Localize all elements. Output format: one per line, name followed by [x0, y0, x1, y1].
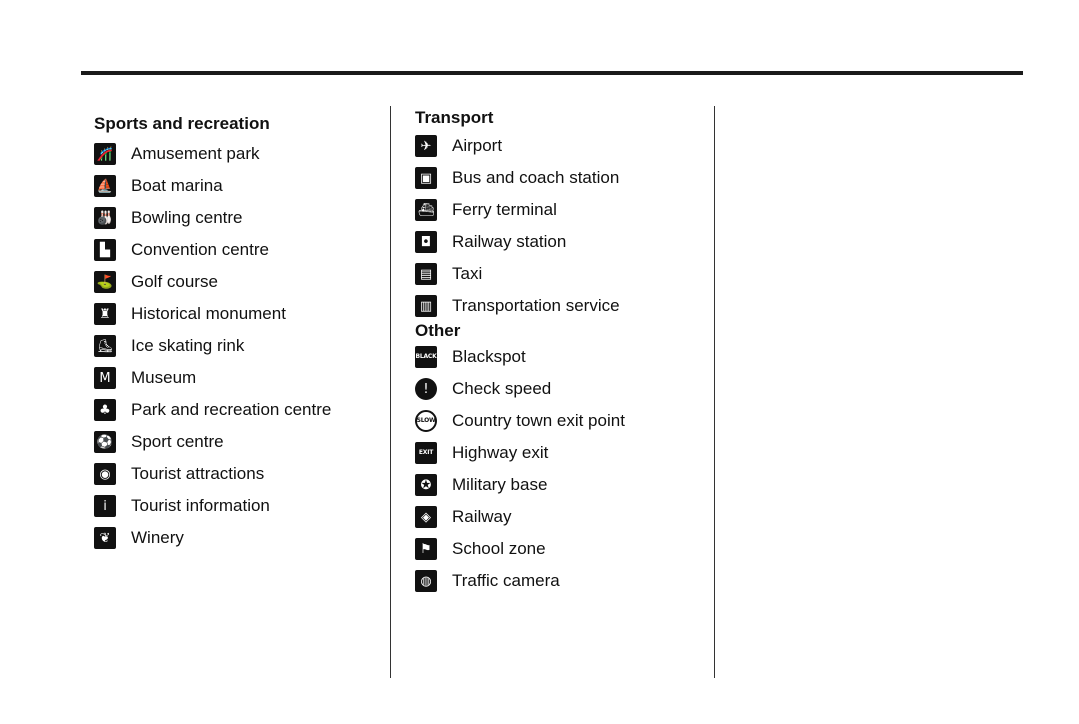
legend-item-label: Military base	[452, 475, 548, 494]
legend-item-label: Blackspot	[452, 347, 526, 366]
legend-item-label: Historical monument	[131, 304, 286, 323]
museum-icon: M	[94, 367, 116, 389]
section-heading-0: Transport	[415, 108, 494, 127]
taxi-icon: ▤	[415, 263, 437, 285]
legend-item-label: Amusement park	[131, 144, 260, 163]
legend-item-label: Ferry terminal	[452, 200, 557, 219]
legend-item-label: Taxi	[452, 264, 483, 283]
military-base-icon: ✪	[415, 474, 437, 496]
legend-item-label: Park and recreation centre	[131, 400, 332, 419]
legend-item-label: Check speed	[452, 379, 552, 398]
legend-item-label: Railway	[452, 507, 512, 526]
airport-icon: ✈	[415, 135, 437, 157]
winery-icon: ❦	[94, 527, 116, 549]
railway-icon: ◈	[415, 506, 437, 528]
railway-station-icon: ◘	[415, 231, 437, 253]
legend-item-label: Airport	[452, 136, 503, 155]
legend-item-label: Tourist attractions	[131, 464, 265, 483]
legend-item-label: Boat marina	[131, 176, 223, 195]
legend-item-label: Winery	[131, 528, 184, 547]
legend-item-label: Highway exit	[452, 443, 549, 462]
legend-item-label: Country town exit point	[452, 411, 625, 430]
historical-monument-icon: ♜	[94, 303, 116, 325]
column-divider-right	[714, 106, 715, 678]
legend-item-label: Traffic camera	[452, 571, 560, 590]
legend-item-label: Sport centre	[131, 432, 224, 451]
transportation-service-icon: ▥	[415, 295, 437, 317]
convention-centre-icon: ▙	[94, 239, 116, 261]
legend-item-label: Golf course	[131, 272, 218, 291]
legend-item-label: School zone	[452, 539, 546, 558]
legend-item-label: Railway station	[452, 232, 567, 251]
bus-coach-station-icon: ▣	[415, 167, 437, 189]
legend-item-label: Tourist information	[131, 496, 270, 515]
header-rule	[81, 71, 1023, 75]
blackspot-icon: BLACK	[415, 346, 437, 368]
ice-skating-rink-icon: ⛸	[94, 335, 116, 357]
tourist-information-icon: i	[94, 495, 116, 517]
country-town-exit-icon: SLOW	[415, 410, 437, 432]
bowling-centre-icon: 🎳	[94, 207, 116, 229]
legend-item-label: Museum	[131, 368, 197, 387]
legend-item-label: Bus and coach station	[452, 168, 620, 187]
section-heading-1: Other	[415, 321, 461, 340]
boat-marina-icon: ⛵	[94, 175, 116, 197]
school-zone-icon: ⚑	[415, 538, 437, 560]
check-speed-icon: !	[415, 378, 437, 400]
golf-course-icon: ⛳	[94, 271, 116, 293]
legend-item-label: Transportation service	[452, 296, 620, 315]
highway-exit-icon: EXIT	[415, 442, 437, 464]
legend-item-label: Ice skating rink	[131, 336, 245, 355]
traffic-camera-icon: ◍	[415, 570, 437, 592]
legend-item-label: Bowling centre	[131, 208, 243, 227]
park-recreation-centre-icon: ♣	[94, 399, 116, 421]
section-heading-0: Sports and recreation	[94, 114, 270, 133]
legend-item-label: Convention centre	[131, 240, 269, 259]
amusement-park-icon: 🎢	[94, 143, 116, 165]
tourist-attractions-icon: ◉	[94, 463, 116, 485]
sport-centre-icon: ⚽	[94, 431, 116, 453]
column-divider-left	[390, 106, 391, 678]
ferry-terminal-icon: ⛴	[415, 199, 437, 221]
